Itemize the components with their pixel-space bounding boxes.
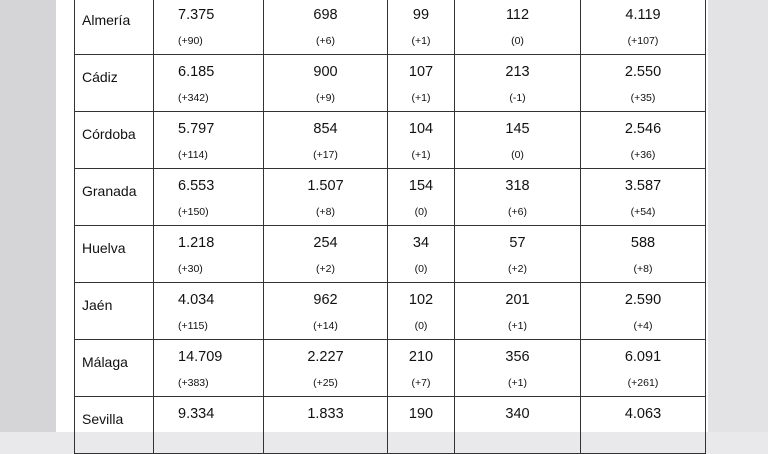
value-cell bbox=[455, 0, 581, 55]
value-cell bbox=[264, 397, 388, 454]
cell-delta: (+17) bbox=[313, 149, 338, 161]
value-cell bbox=[264, 0, 388, 55]
cell-value: 3.587 bbox=[624, 178, 662, 194]
cell-delta: (+30) bbox=[178, 263, 203, 275]
cell-value: 6.553 bbox=[178, 178, 215, 194]
value-cell bbox=[388, 397, 455, 454]
value-cell bbox=[581, 283, 706, 340]
cell-value: 1.507 bbox=[307, 178, 344, 194]
value-cell bbox=[581, 169, 706, 226]
value-cell bbox=[264, 283, 388, 340]
province-data-table bbox=[74, 0, 706, 454]
cell-value: 6.185 bbox=[178, 64, 215, 80]
cell-value: 107 bbox=[408, 64, 434, 80]
value-cell bbox=[264, 226, 388, 283]
cell-value: 2.546 bbox=[624, 121, 662, 137]
value-cell bbox=[581, 0, 706, 55]
cell-value: 2.227 bbox=[307, 349, 344, 365]
cell-delta: (+2) bbox=[508, 263, 527, 275]
value-cell bbox=[455, 340, 581, 397]
cell-value: 356 bbox=[505, 349, 530, 365]
value-cell bbox=[154, 112, 264, 169]
cell-delta: (+383) bbox=[178, 377, 209, 389]
value-cell bbox=[455, 283, 581, 340]
value-cell bbox=[388, 0, 455, 55]
cell-delta: (+114) bbox=[178, 149, 208, 161]
cell-delta: (+1) bbox=[411, 149, 431, 161]
cell-delta: (+115) bbox=[178, 320, 208, 332]
cell-value: 7.375 bbox=[178, 7, 215, 23]
value-cell bbox=[154, 226, 264, 283]
cell-delta: (+7) bbox=[411, 377, 431, 389]
value-cell bbox=[264, 169, 388, 226]
cell-value: 4.034 bbox=[178, 292, 215, 308]
cell-delta: (0) bbox=[414, 263, 428, 275]
province-cell bbox=[75, 283, 154, 340]
cell-delta: (0) bbox=[511, 35, 524, 47]
cell-value: 318 bbox=[505, 178, 530, 194]
value-cell bbox=[388, 283, 455, 340]
value-cell bbox=[455, 226, 581, 283]
value-cell bbox=[154, 0, 264, 55]
cell-value: 900 bbox=[313, 64, 338, 80]
value-cell bbox=[264, 112, 388, 169]
province-name: Jaén bbox=[82, 297, 113, 313]
value-cell bbox=[455, 169, 581, 226]
cell-delta: (+36) bbox=[630, 149, 656, 161]
table-row bbox=[75, 55, 706, 112]
cell-value: 213 bbox=[505, 64, 530, 80]
cell-value: 210 bbox=[408, 349, 434, 365]
cell-delta: (+8) bbox=[316, 206, 335, 218]
value-cell bbox=[581, 340, 706, 397]
cell-value: 190 bbox=[408, 406, 434, 422]
cell-delta: (0) bbox=[511, 149, 524, 161]
cell-delta bbox=[154, 422, 263, 434]
cell-delta bbox=[581, 422, 705, 434]
cell-value: 340 bbox=[505, 406, 530, 422]
table-row bbox=[75, 283, 706, 340]
cell-value: 962 bbox=[313, 292, 338, 308]
cell-delta: (+1) bbox=[411, 35, 431, 47]
cell-delta: (0) bbox=[414, 320, 428, 332]
table-body bbox=[75, 0, 706, 454]
cell-value: 588 bbox=[630, 235, 656, 251]
cell-delta: (+9) bbox=[316, 92, 335, 104]
table-row bbox=[75, 169, 706, 226]
cell-value: 698 bbox=[313, 7, 338, 23]
province-cell bbox=[75, 169, 154, 226]
cell-delta: (-1) bbox=[509, 92, 526, 104]
province-name: Almería bbox=[82, 12, 131, 28]
table-row bbox=[75, 226, 706, 283]
cell-value: 1.833 bbox=[307, 406, 344, 422]
province-name: Granada bbox=[82, 183, 137, 199]
cell-value: 854 bbox=[313, 121, 338, 137]
cell-value: 9.334 bbox=[178, 406, 215, 422]
value-cell bbox=[388, 169, 455, 226]
cell-delta: (+150) bbox=[178, 206, 209, 218]
province-name: Huelva bbox=[82, 240, 126, 256]
cell-delta: (+14) bbox=[313, 320, 338, 332]
cell-value: 4.063 bbox=[624, 406, 662, 422]
cell-delta bbox=[388, 422, 454, 434]
cell-delta: (+25) bbox=[313, 377, 338, 389]
value-cell bbox=[388, 340, 455, 397]
value-cell bbox=[455, 55, 581, 112]
cell-value: 145 bbox=[505, 121, 530, 137]
province-name: Málaga bbox=[82, 354, 128, 370]
value-cell bbox=[264, 340, 388, 397]
left-background bbox=[0, 0, 56, 432]
value-cell bbox=[388, 55, 455, 112]
value-cell bbox=[581, 112, 706, 169]
province-cell bbox=[75, 0, 154, 55]
cell-delta: (+8) bbox=[633, 263, 653, 275]
cell-value: 102 bbox=[408, 292, 434, 308]
value-cell bbox=[455, 112, 581, 169]
cell-value: 104 bbox=[408, 121, 434, 137]
table-row bbox=[75, 397, 706, 454]
cell-value: 154 bbox=[408, 178, 434, 194]
cell-delta: (+2) bbox=[316, 263, 335, 275]
cell-delta: (0) bbox=[414, 206, 428, 218]
value-cell bbox=[388, 112, 455, 169]
province-cell bbox=[75, 397, 154, 454]
cell-delta: (+90) bbox=[178, 35, 203, 47]
cell-delta bbox=[455, 422, 580, 434]
value-cell bbox=[581, 397, 706, 454]
value-cell bbox=[388, 226, 455, 283]
cell-value: 34 bbox=[412, 235, 430, 251]
cell-delta: (+6) bbox=[316, 35, 335, 47]
province-cell bbox=[75, 112, 154, 169]
cell-delta: (+6) bbox=[508, 206, 527, 218]
value-cell bbox=[581, 226, 706, 283]
cell-delta: (+261) bbox=[627, 377, 659, 389]
value-cell bbox=[154, 397, 264, 454]
cell-delta: (+54) bbox=[630, 206, 656, 218]
cell-delta: (+107) bbox=[627, 35, 659, 47]
cell-delta: (+4) bbox=[633, 320, 653, 332]
cell-value: 112 bbox=[505, 7, 530, 23]
cell-value: 14.709 bbox=[178, 349, 223, 365]
value-cell bbox=[154, 169, 264, 226]
cell-value: 2.550 bbox=[624, 64, 662, 80]
cell-value: 5.797 bbox=[178, 121, 215, 137]
cell-delta: (+1) bbox=[508, 377, 527, 389]
table-row bbox=[75, 112, 706, 169]
cell-delta: (+1) bbox=[508, 320, 527, 332]
cell-delta: (+35) bbox=[630, 92, 656, 104]
cell-value: 254 bbox=[313, 235, 338, 251]
cell-value: 6.091 bbox=[624, 349, 662, 365]
cell-delta: (+1) bbox=[411, 92, 431, 104]
value-cell bbox=[154, 55, 264, 112]
province-cell bbox=[75, 226, 154, 283]
province-name: Sevilla bbox=[82, 411, 124, 427]
cell-value: 201 bbox=[505, 292, 530, 308]
province-name: Córdoba bbox=[82, 126, 136, 142]
cell-value: 2.590 bbox=[624, 292, 662, 308]
cell-value: 99 bbox=[412, 7, 430, 23]
value-cell bbox=[455, 397, 581, 454]
cell-value: 1.218 bbox=[178, 235, 215, 251]
value-cell bbox=[154, 283, 264, 340]
table-row bbox=[75, 340, 706, 397]
value-cell bbox=[581, 55, 706, 112]
right-background bbox=[708, 0, 768, 432]
cell-delta: (+342) bbox=[178, 92, 209, 104]
cell-value: 4.119 bbox=[625, 7, 661, 23]
table-row bbox=[75, 0, 706, 55]
value-cell bbox=[154, 340, 264, 397]
cell-delta bbox=[264, 422, 387, 434]
document-page bbox=[56, 0, 708, 432]
cell-value: 57 bbox=[509, 235, 526, 251]
province-name: Cádiz bbox=[82, 69, 118, 85]
province-cell bbox=[75, 55, 154, 112]
value-cell bbox=[264, 55, 388, 112]
province-cell bbox=[75, 340, 154, 397]
